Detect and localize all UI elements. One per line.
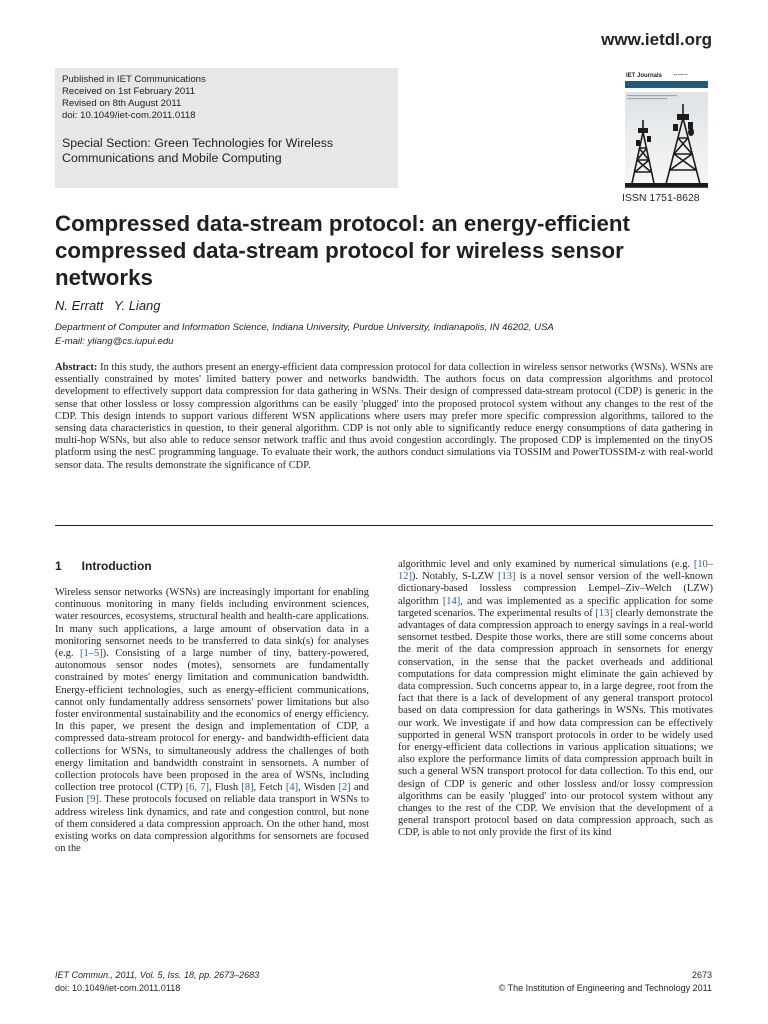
citation-link[interactable]: [1–5] — [80, 648, 103, 660]
body-text: , and was implemented as a specific application for some targeted scenarios. The experimental results of — [398, 595, 713, 619]
revised-line: Revised on 8th August 2011 — [62, 98, 182, 109]
body-text: clearly demonstrate the advantages of data compression approach to energy savings in a real-world sensornet testbed. Despite those works, there are still some concerns about the merit of the data compression approach in sensornets for energy conservation, in the sense that the packet overheads and additional computations for data compression might eliminate the gain achieved by data compression. Such concerns appear to, in a large degree, root from the fact that there is a lack of development of any general transport protocol based on data compression for data gatherings in WSNs. This motivates our work. We investigate if and how data compression can be effectively supported in general WSN transport protocols in order to be widely used for energy-efficient data collections in various application situations; we also explore the performance limits of data compression approach built in such a general WSN transport protocol for data collection. To this end, our design of CDP is generic and other lossless and/or lossy compression algorithms can be easily 'plugged' into our protocol system without any changes to the rest of the CDP. We envision that the development of a general transport protocol based on data compression approach, such as CDP, is able to not only provide the first of its kind — [398, 607, 713, 839]
section-heading: 1 Introduction — [55, 559, 152, 573]
footer-doi: doi: 10.1049/iet-com.2011.0118 — [55, 982, 181, 993]
issn: ISSN 1751-8628 — [622, 192, 700, 204]
footer-page-info — [499, 969, 712, 994]
author-email[interactable]: E-mail: yliang@cs.iupui.edu — [55, 336, 174, 347]
footer-citation — [55, 969, 259, 994]
body-text: , Fetch — [253, 782, 286, 794]
citation-link[interactable]: [9] — [86, 794, 99, 806]
citation-link[interactable]: [8] — [241, 782, 254, 794]
abstract-divider — [55, 525, 713, 526]
publication-dates — [62, 74, 206, 122]
special-section-line-2: Communications and Mobile Computing — [62, 150, 282, 165]
body-text: is a novel sensor version of the well-known dictionary-based lossless compression Lempel–Ziv–Welch (LZW) algorithm — [398, 571, 714, 607]
body-text: algorithmic level and only examined by numerical simulations (e.g. — [398, 559, 694, 570]
journal-cover-logo: IET Journals — [626, 73, 663, 79]
affiliation — [55, 321, 715, 349]
cover-title-band — [625, 81, 708, 88]
page-number: 2673 — [691, 970, 712, 980]
citation-link[interactable]: [13] — [498, 571, 516, 583]
publication-info-box — [55, 68, 398, 188]
citation-link[interactable]: [14] — [442, 595, 461, 607]
body-column-right — [398, 559, 713, 840]
citation-link[interactable]: [4] — [285, 782, 299, 794]
citation-link[interactable]: [10–12] — [398, 559, 713, 583]
abstract — [55, 362, 713, 472]
citation-link[interactable]: [6, 7] — [185, 782, 210, 794]
received-line: Received on 1st February 2011 — [62, 86, 196, 97]
citation-link[interactable]: [13] — [595, 607, 613, 619]
body-text: ). Consisting of a large number of tiny, battery-powered, autonomous sensor nodes (motes), sensornets are fundamentally constrained by motes' energy limitation and communication bandwidth. Energy-efficient technologies, such as energy-efficient communications, cannot only fundamentally address sensornets' power limitations but also foster environmental sustainability and the economics of energy efficiency. In this paper, we present the design and implementation of CDP, a compressed data-stream protocol for energy- and bandwidth-efficient data collections for WSNs, to simultaneously address the challenges of both energy limitation and bandwidth constraint in sensornets. A number of collection protocols have been proposed in the area of WSNs, including collection tree protocol (CTP) — [55, 648, 369, 794]
cover-footer-band — [625, 187, 708, 188]
body-text: Wireless sensor networks (WSNs) are increasingly important for enabling continuous monitoring in many fields including environment sciences, water resources, ecosystems, structural health and health-care applications. In many such applications, a large amount of observation data in a monitoring sensornet needs to be transferred to data sink(s) for analyses (e.g. — [55, 587, 369, 660]
published-in-line: Published in IET Communications — [62, 74, 206, 85]
journal-cover-thumbnail — [622, 70, 711, 188]
body-text: ). Notably, S-LZW — [411, 571, 499, 583]
body-text: . These protocols focused on reliable data transport in WSNs to address wireless link dynamics, and rate and congestion control, but none of them considered a data compression approach. On the other hand, most existing works on data compression algorithms for sensornets are focused on the — [55, 794, 369, 855]
special-section-line-1: Special Section: Green Technologies for Wireless — [62, 136, 334, 150]
cover-tower-image — [625, 92, 708, 188]
special-section — [62, 136, 333, 165]
authors: N. Erratt Y. Liang — [55, 298, 161, 313]
article-title: Compressed data-stream protocol: an energy-efficient compressed data-stream protocol for wireless sensor networks — [55, 211, 630, 290]
body-text: , Flush — [209, 782, 242, 794]
copyright: © The Institution of Engineering and Technology 2011 — [498, 982, 712, 993]
doi-line: doi: 10.1049/iet-com.2011.0118 — [62, 110, 196, 121]
body-text: , Wisden — [298, 782, 339, 794]
cover-volume-text: ▬ ▬▬ ▬ — [674, 72, 688, 76]
body-column-left — [55, 587, 369, 855]
abstract-label: Abstract: — [55, 362, 98, 373]
body-text: and Fusion — [55, 782, 369, 806]
footer-journal-ref: IET Commun., 2011, Vol. 5, Iss. 18, pp. 2673–2683 — [55, 970, 260, 980]
affiliation-line: Department of Computer and Information Science, Indiana University, Purdue University, Indianapolis, IN 46202, USA — [55, 322, 554, 333]
site-url[interactable]: www.ietdl.org — [601, 30, 712, 49]
citation-link[interactable]: [2] — [338, 782, 351, 794]
abstract-text: In this study, the authors present an energy-efficient data compression protocol for data collection in wireless sensor networks (WSNs). WSNs are essentially constrained by motes' limited battery power and networks bandwidth. The authors focus on data compression algorithms and protocol development to effectively support data compression for data gathering in WSNs. Their design of compressed data-stream protocol (CDP) is generic in the sense that other lossless or lossy compression algorithms can be easily 'plugged' into the proposed protocol system without any changes to the rest of the CDP. This design intends to support various different WSN applications where users may prefer more specific compression algorithms, tailored to the sensing data characteristics in question, to their general algorithm. CDP is not only able to significantly reduce energy consumptions of data gathering in multi-hop WSNs, but also able to reduce sensor network traffic and thus avoid congestion accordingly. The proposed CDP is implemented on the tinyOS platform using the nesC programming language. To evaluate their work, the authors conduct simulations via TOSSIM and PowerTOSSIM-z with real-world sensor data. The results demonstrate the significance of CDP. — [55, 362, 713, 471]
